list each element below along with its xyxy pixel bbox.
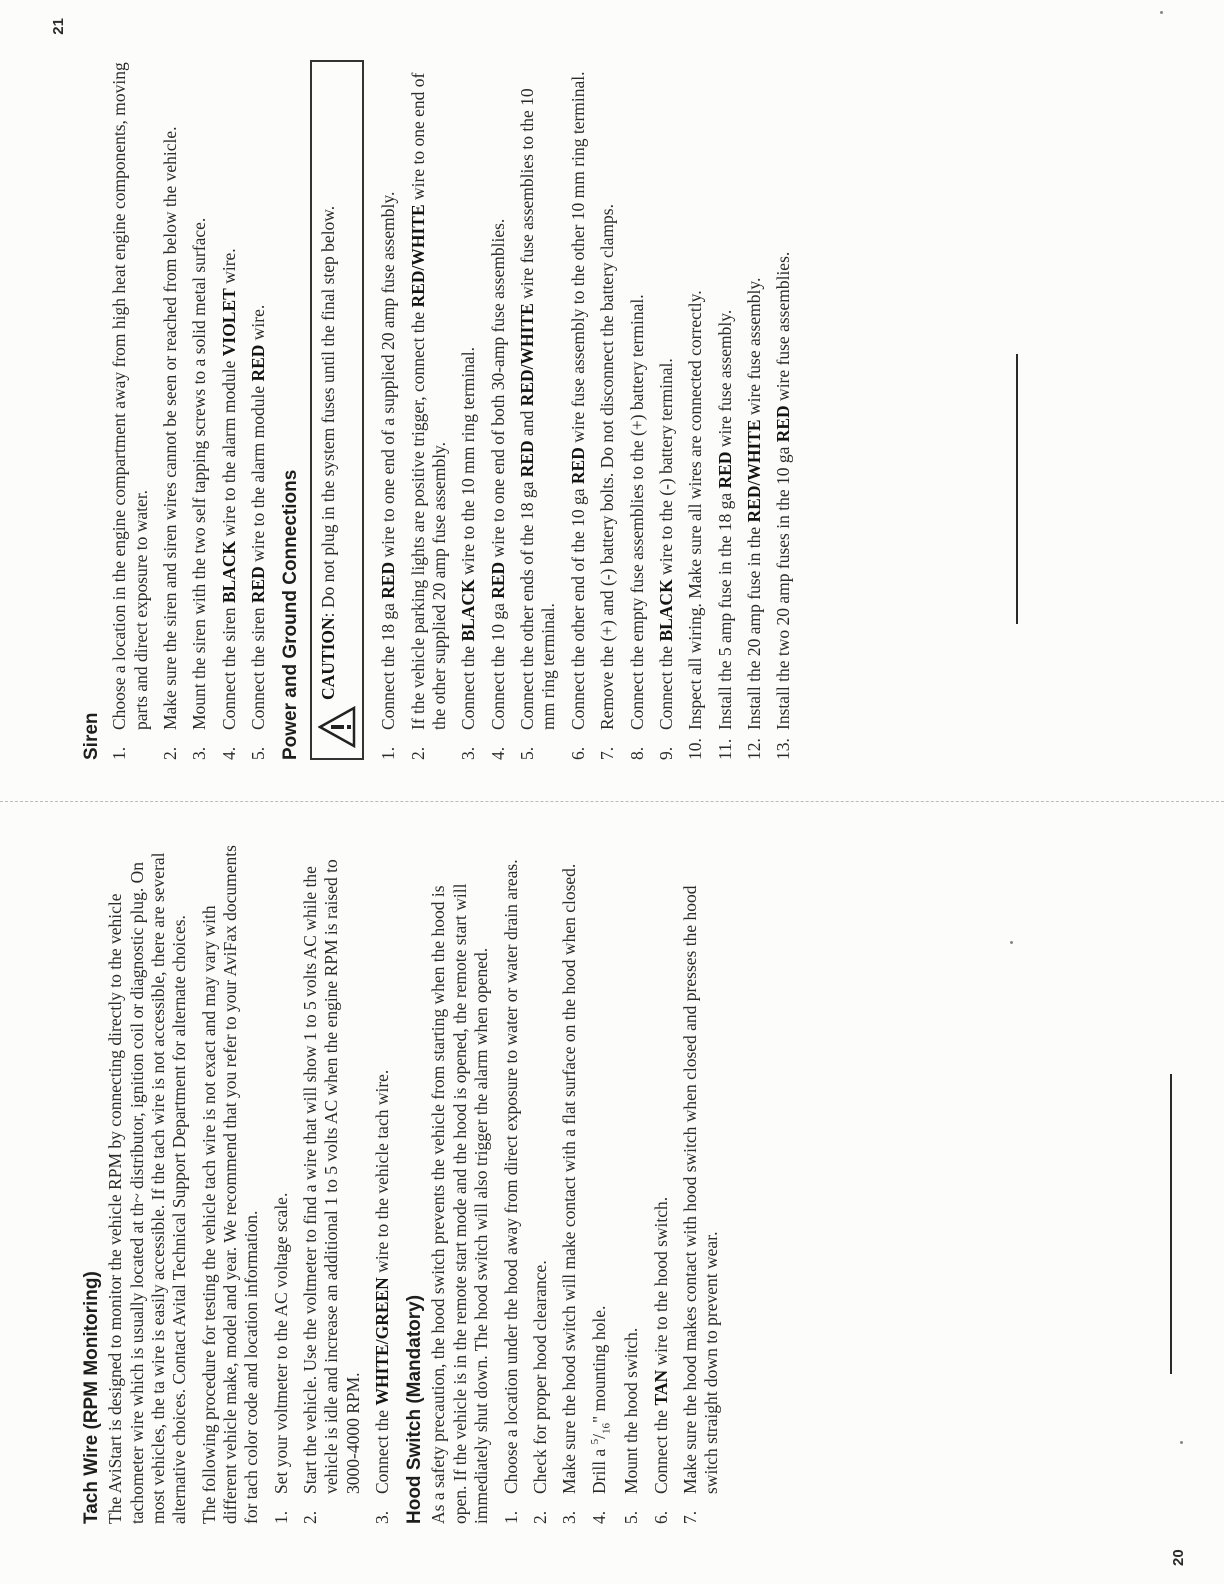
step-number: 4. [487,746,508,760]
step-number: 2. [159,746,180,760]
step-number: 11. [714,738,735,760]
list-item [271,844,292,1524]
step-text: Install the two 20 amp fuses in the 10 ga RED wire fuse assemblies. [773,251,794,730]
tach-procedure-paragraph: The following procedure for testing the vehicle tach wire is not exact and may vary with different vehicle make, model and year. We recommend that you refer to your AviFax documents for tach color code and location information. [198,845,262,1524]
step-text: Connect the 10 ga RED wire to one end of both 30-amp fuse assemblies. [487,218,508,730]
step-number: 3. [189,746,210,760]
step-text: Connect the TAN wire to the hood switch. [650,1196,671,1494]
list-item [219,60,240,760]
step-number: 9. [655,746,676,760]
step-text: Connect the other end of the 10 ga RED wire fuse assembly to the other 10 mm ring terminal. [567,71,588,730]
step-text: Make sure the hood switch will make contact with a flat surface on the hood when closed. [559,863,580,1494]
step-number: 1. [270,1510,291,1524]
warning-triangle-icon [318,706,356,748]
step-text: Choose a location in the engine compartment away from high heat engine components, moving parts and direct exposure to water. [109,62,151,730]
list-item [651,844,672,1524]
right-column [80,60,803,760]
list-item [378,60,399,760]
step-number: 5. [517,746,538,760]
list-item [530,844,551,1524]
list-item [773,60,794,760]
hood-switch-paragraph: As a safety precaution, the hood switch prevents the vehicle from starting when the hood is open. If the vehicle is in the remote start mode and the hood is opened, the remote start will immediately shut down. The hood switch will also trigger the alarm when opened. [428,883,492,1524]
step-number: 2. [407,746,428,760]
step-number: 2. [529,1510,550,1524]
step-text: Connect the siren BLACK wire to the alarm module VIOLET wire. [218,248,239,730]
list-item [160,60,181,760]
step-number: 10. [685,738,706,760]
step-text: Connect the siren RED wire to the alarm module RED wire. [247,304,268,730]
step-text: Drill a $^5/_{16}$" mounting hole. [588,1305,613,1494]
step-number: 5. [621,1510,642,1524]
list-item [408,60,451,760]
step-text: Set your voltmeter to the AC voltage scale. [270,1192,291,1494]
step-number: 6. [567,746,588,760]
step-number: 1. [500,1510,521,1524]
tach-steps-list [271,844,394,1524]
list-item [597,60,618,760]
caution-text: CAUTION: Do not plug in the system fuses until the final step below. [318,205,339,700]
footer-rule [1170,1074,1172,1374]
list-item [109,60,152,760]
step-number: 4. [588,1510,609,1524]
step-text: Make sure the hood makes contact with hood switch when closed and presses the hood switch straight down to prevent wear. [680,885,722,1494]
step-text: Connect the 18 ga RED wire to one end of a supplied 20 amp fuse assembly. [378,191,399,730]
list-item [744,60,765,760]
siren-heading: Siren [81,712,102,760]
list-item [248,60,269,760]
list-item [372,844,393,1524]
step-number: 7. [597,746,618,760]
step-text: Connect the empty fuse assemblies to the (+) battery terminal. [626,294,647,730]
step-text: Connect the BLACK wire to the 10 mm ring terminal. [458,347,479,730]
step-text: Check for proper hood clearance. [529,1260,550,1494]
list-item [715,60,736,760]
list-item [680,844,723,1524]
list-item [458,60,479,760]
hood-steps-list [501,844,723,1524]
list-item [501,844,522,1524]
step-number: 2. [299,1510,320,1524]
step-number: 3. [559,1510,580,1524]
siren-steps-list [109,60,269,760]
page-number: 21 [50,18,67,35]
list-item [300,844,364,1524]
list-item [685,60,706,760]
step-text: Make sure the siren and siren wires cannot be seen or reached from below the vehicle. [159,126,180,730]
hood-switch-heading: Hood Switch (Mandatory) [404,1294,426,1524]
step-text: Start the vehicle. Use the voltmeter to find a wire that will show 1 to 5 volts AC while the vehicle is idle and increase an additional 1 to 5 volts AC when the engine RPM is raised to 3000-4000 RPM. [299,859,363,1494]
step-number: 7. [680,1510,701,1524]
page-number: 20 [1170,1549,1187,1566]
tach-wire-heading: Tach Wire (RPM Monitoring) [81,1271,102,1524]
step-number: 3. [371,1510,392,1524]
scan-speck [1180,1441,1183,1444]
step-text: Remove the (+) and (-) battery bolts. Do not disconnect the battery clamps. [597,204,618,730]
step-text: Choose a location under the hood away from direct exposure to water or water drain areas. [500,859,521,1494]
power-ground-heading: Power and Ground Connections [280,469,302,760]
list-item [189,60,210,760]
step-number: 12. [743,738,764,760]
step-text: Connect the WHITE/GREEN wire to the vehicle tach wire. [371,1069,392,1494]
step-number: 1. [378,746,399,760]
step-number: 3. [458,746,479,760]
step-number: 5. [247,746,268,760]
power-steps-list [378,60,794,760]
step-text: Install the 20 amp fuse in the RED/WHITE wire fuse assembly. [743,277,764,730]
step-text: Mount the siren with the two self tapping screws to a solid metal surface. [189,217,210,730]
list-item [559,844,580,1524]
step-text: Mount the hood switch. [621,1327,642,1494]
step-text: Connect the BLACK wire to the (-) battery terminal. [655,358,676,730]
list-item [568,60,589,760]
step-number: 6. [650,1510,671,1524]
gutter-divider [0,800,1224,802]
step-text: If the vehicle parking lights are positive trigger, connect the RED/WHITE wire to one end of the other supplied 20 amp fuse assembly. [407,72,450,730]
list-item [517,60,560,760]
caution-box [310,60,364,760]
step-number: 4. [218,746,239,760]
tach-intro-paragraph: The AviStart is designed to monitor the vehicle RPM by connecting directly to the vehicle tachometer wire which is usually located at th~ distributor, ignition coil or diagnostic plug. On most vehicles, the ta wire is easily accessible. If the tach wire is not accessible, there are several alternative choices. Contact Avital Technical Support Department for alternate choices. [105,852,190,1524]
step-number: 1. [109,746,130,760]
list-item [488,60,509,760]
step-number: 13. [773,738,794,760]
list-item [627,60,648,760]
step-text: Connect the other ends of the 18 ga RED and RED/WHITE wire fuse assemblies to the 10 mm ring terminal. [517,88,559,730]
step-number: 8. [626,746,647,760]
left-column [80,844,731,1524]
step-text: Inspect all wiring. Make sure all wires are connected correctly. [685,290,706,730]
scan-speck [1160,11,1163,14]
list-item [589,844,614,1524]
page-20 [0,794,1224,1584]
list-item [621,844,642,1524]
list-item [656,60,677,760]
scan-speck [1010,941,1013,944]
step-text: Install the 5 amp fuse in the 18 ga RED wire fuse assembly. [714,309,735,730]
footer-rule [1016,354,1018,624]
